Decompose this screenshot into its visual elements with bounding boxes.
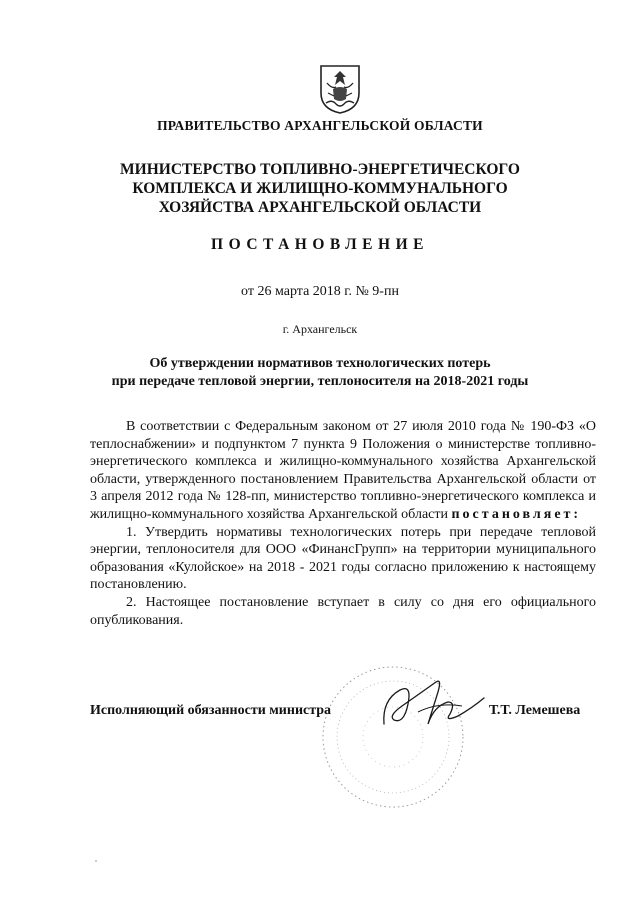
ministry-line: МИНИСТЕРСТВО ТОПЛИВНО-ЭНЕРГЕТИЧЕСКОГО <box>120 161 520 178</box>
item-paragraph: 2. Настоящее постановление вступает в силу со дня его официального опубликования. <box>90 594 596 628</box>
ministry-name <box>0 160 640 217</box>
document-type-title: ПОСТАНОВЛЕНИЕ <box>211 236 429 253</box>
preamble-text: В соответствии с Федеральным законом от 27 июля 2010 года № 190-ФЗ «О теплоснабжении» и подпунктом 7 пункта 9 Положения о министерстве топливно-энергетического комплекса и жилищно-коммунального хозяйства Архангельской области, утвержденного постановлением Правительства Архангельской области от 3 апреля 2012 года № 128-пп, министерство топливно-энергетического комплекса и жилищно-коммунального хозяйства Архангельской области <box>90 419 596 522</box>
ministry-line: ХОЗЯЙСТВА АРХАНГЕЛЬСКОЙ ОБЛАСТИ <box>158 199 482 216</box>
scan-speck <box>95 860 97 862</box>
subject-line: при передаче тепловой энергии, теплоносителя на 2018-2021 годы <box>111 374 529 389</box>
government-header: ПРАВИТЕЛЬСТВО АРХАНГЕЛЬСКОЙ ОБЛАСТИ <box>157 118 483 133</box>
city-name: г. Архангельск <box>282 322 358 336</box>
subject-line: Об утверждении нормативов технологических потерь <box>149 356 491 371</box>
handwritten-signature <box>378 672 490 738</box>
ministry-line: КОМПЛЕКСА И ЖИЛИЩНО-КОММУНАЛЬНОГО <box>132 180 508 197</box>
signatory-name: Т.Т. Лемешева <box>489 703 581 718</box>
date-and-number: от 26 марта 2018 г. № 9-пн <box>241 284 399 299</box>
item-paragraph: 1. Утвердить нормативы технологических потерь при передаче тепловой энергии, теплоносителя для ООО «ФинансГрупп» на территории муниципального образования «Кулойское» на 2018 - 2021 годы согласно приложению к настоящему постановлению. <box>90 524 596 593</box>
decrees-word: постановляет: <box>451 506 582 522</box>
document-body <box>90 418 596 629</box>
coat-of-arms-icon <box>318 63 362 115</box>
document-subject <box>0 355 640 391</box>
preamble-paragraph <box>90 418 596 524</box>
signatory-role: Исполняющий обязанности министра <box>90 703 332 718</box>
